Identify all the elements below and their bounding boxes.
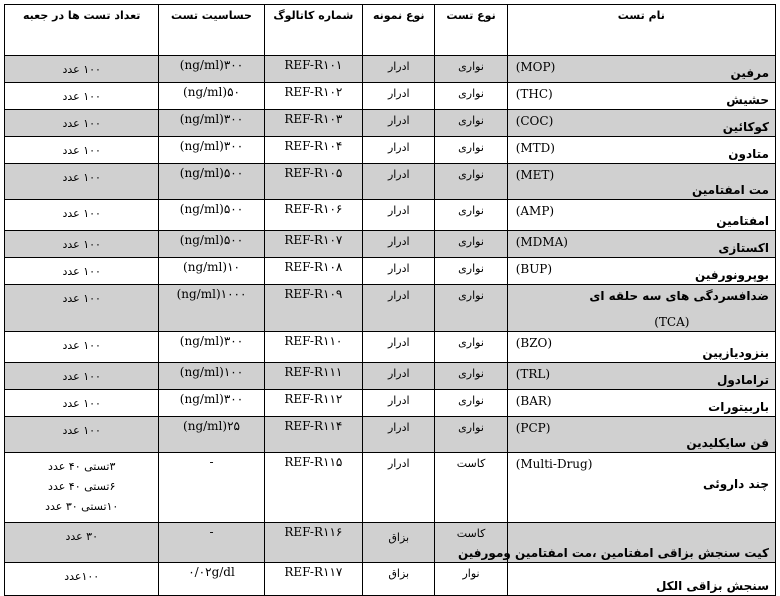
test-type: نوار — [435, 563, 507, 596]
box-count: ۱۰۰ عدد — [5, 258, 159, 285]
sensitivity: ۲۵(ng/ml) — [159, 417, 264, 453]
test-type: نواری — [435, 164, 507, 200]
table-row — [5, 110, 776, 137]
drug-test-table — [4, 4, 776, 596]
test-type: نواری — [435, 285, 507, 332]
test-name: فن سایکلیدین — [686, 436, 769, 450]
table-row — [5, 390, 776, 417]
sensitivity: ۱۰(ng/ml) — [159, 258, 264, 285]
catalog-number: REF-R۱۰۶ — [264, 200, 363, 231]
test-type: نواری — [435, 332, 507, 363]
sample-type: ادرار — [363, 453, 435, 523]
test-type: نواری — [435, 417, 507, 453]
sample-type: ادرار — [363, 417, 435, 453]
box-count: ۱۰۰ عدد — [5, 285, 159, 332]
test-name: ترامادول — [716, 373, 769, 387]
header-sample-type: نوع نمونه — [363, 5, 435, 56]
test-name-cell — [507, 258, 775, 285]
test-name-cell — [507, 390, 775, 417]
header-test-name: نام تست — [507, 5, 775, 56]
box-count: ۳۰ عدد — [5, 523, 159, 563]
header-count: تعداد تست ها در جعبه — [5, 5, 159, 56]
catalog-number: REF-R۱۰۳ — [264, 110, 363, 137]
sample-type: ادرار — [363, 258, 435, 285]
table-row — [5, 200, 776, 231]
test-abbr: (THC) — [515, 87, 553, 101]
test-type: نواری — [435, 110, 507, 137]
test-name-cell — [507, 56, 775, 83]
box-count: ۱۰۰ عدد — [5, 200, 159, 231]
table-row — [5, 83, 776, 110]
table-row — [5, 285, 776, 332]
catalog-number: REF-R۱۱۶ — [264, 523, 363, 563]
catalog-number: REF-R۱۰۲ — [264, 83, 363, 110]
sensitivity: ۵۰(ng/ml) — [159, 83, 264, 110]
test-type: کاست — [435, 453, 507, 523]
test-abbr: (COC) — [515, 114, 554, 128]
sample-type: ادرار — [363, 56, 435, 83]
table-row — [5, 258, 776, 285]
catalog-number: REF-R۱۰۹ — [264, 285, 363, 332]
test-type: نواری — [435, 200, 507, 231]
test-abbr: (TCA) — [654, 315, 690, 329]
test-abbr: (BAR) — [515, 394, 552, 408]
test-name: اکستازی — [718, 241, 769, 255]
catalog-number: REF-R۱۰۱ — [264, 56, 363, 83]
test-type: نواری — [435, 83, 507, 110]
catalog-number: REF-R۱۰۵ — [264, 164, 363, 200]
test-name-cell — [507, 83, 775, 110]
test-name: باربیتورات — [708, 400, 769, 414]
test-name: ضدافسردگی های سه حلقه ای — [589, 289, 769, 303]
sample-type: ادرار — [363, 200, 435, 231]
sensitivity: - — [159, 523, 264, 563]
test-abbr: (TRL) — [515, 367, 551, 381]
sensitivity: - — [159, 453, 264, 523]
sample-type: ادرار — [363, 332, 435, 363]
test-type: نواری — [435, 390, 507, 417]
test-abbr: (MET) — [515, 168, 555, 182]
sample-type: بزاق — [363, 563, 435, 596]
test-type: نواری — [435, 363, 507, 390]
catalog-number: REF-R۱۱۴ — [264, 417, 363, 453]
table-row — [5, 417, 776, 453]
test-name: کوکائین — [722, 120, 769, 134]
sample-type: ادرار — [363, 231, 435, 258]
sensitivity: ۵۰۰(ng/ml) — [159, 164, 264, 200]
box-count — [5, 453, 159, 523]
sensitivity: ۱۰۰۰(ng/ml) — [159, 285, 264, 332]
sensitivity: ۵۰۰(ng/ml) — [159, 200, 264, 231]
box-count: ۱۰۰ عدد — [5, 137, 159, 164]
test-name-cell — [507, 110, 775, 137]
test-name: بنزودیازپین — [702, 346, 769, 360]
header-sensitivity: حساسیت تست — [159, 5, 264, 56]
test-type: نواری — [435, 258, 507, 285]
table-row — [5, 332, 776, 363]
test-abbr: (BUP) — [515, 262, 553, 276]
sample-type: ادرار — [363, 83, 435, 110]
sample-type: ادرار — [363, 363, 435, 390]
table-row — [5, 56, 776, 83]
table-row — [5, 231, 776, 258]
box-count-line: ۶تستی ۴۰ عدد — [48, 480, 116, 493]
test-abbr: (Multi-Drug) — [515, 457, 593, 471]
test-abbr: (MOP) — [515, 60, 556, 74]
table-row — [5, 563, 776, 596]
sample-type: بزاق — [363, 523, 435, 563]
test-name: مرفین — [730, 66, 769, 80]
sensitivity: ۱۰۰(ng/ml) — [159, 363, 264, 390]
test-name-cell — [507, 285, 775, 332]
test-abbr: (MDMA) — [515, 235, 568, 249]
box-count: ۱۰۰ عدد — [5, 417, 159, 453]
box-count: ۱۰۰عدد — [5, 563, 159, 596]
test-name-cell — [507, 363, 775, 390]
test-name: امفتامین — [716, 214, 769, 228]
sample-type: ادرار — [363, 390, 435, 417]
sensitivity: ۳۰۰(ng/ml) — [159, 332, 264, 363]
test-name-cell — [507, 137, 775, 164]
catalog-number: REF-R۱۰۸ — [264, 258, 363, 285]
sample-type: ادرار — [363, 137, 435, 164]
table-row — [5, 363, 776, 390]
table-row — [5, 137, 776, 164]
test-name: بوپرونورفین — [695, 268, 769, 282]
test-name-cell — [507, 453, 775, 523]
test-name: مت امفتامین — [691, 183, 769, 197]
test-name-cell — [507, 332, 775, 363]
test-name: متادون — [728, 147, 769, 161]
box-count-line: ۳تستی ۴۰ عدد — [48, 460, 116, 473]
box-count-line: ۱۰تستی ۳۰ عدد — [45, 500, 119, 513]
sensitivity: ۳۰۰(ng/ml) — [159, 56, 264, 83]
sample-type: ادرار — [363, 164, 435, 200]
test-type: نواری — [435, 56, 507, 83]
test-name-cell — [507, 164, 775, 200]
test-type: نواری — [435, 231, 507, 258]
catalog-number: REF-R۱۰۴ — [264, 137, 363, 164]
catalog-number: REF-R۱۱۱ — [264, 363, 363, 390]
sensitivity: ۵۰۰(ng/ml) — [159, 231, 264, 258]
box-count: ۱۰۰ عدد — [5, 231, 159, 258]
header-catalog: شماره کاتالوگ — [264, 5, 363, 56]
table-row — [5, 523, 776, 563]
catalog-number: REF-R۱۰۷ — [264, 231, 363, 258]
table-row — [5, 164, 776, 200]
sensitivity: ۳۰۰(ng/ml) — [159, 110, 264, 137]
sensitivity: ۳۰۰(ng/ml) — [159, 390, 264, 417]
box-count: ۱۰۰ عدد — [5, 164, 159, 200]
test-name: حشیش — [726, 93, 769, 107]
sensitivity: ۰/۰۲g/dl — [159, 563, 264, 596]
test-abbr: (PCP) — [515, 421, 551, 435]
test-name-cell — [507, 417, 775, 453]
test-type: نواری — [435, 137, 507, 164]
sample-type: ادرار — [363, 285, 435, 332]
box-count: ۱۰۰ عدد — [5, 56, 159, 83]
test-name: سنجش بزاقی الکل — [655, 579, 769, 593]
test-name-cell — [507, 200, 775, 231]
catalog-number: REF-R۱۱۰ — [264, 332, 363, 363]
box-count: ۱۰۰ عدد — [5, 110, 159, 137]
test-name-cell — [507, 231, 775, 258]
header-row — [5, 5, 776, 56]
test-name-cell — [507, 563, 775, 596]
header-test-type: نوع تست — [435, 5, 507, 56]
box-count: ۱۰۰ عدد — [5, 332, 159, 363]
box-count: ۱۰۰ عدد — [5, 363, 159, 390]
test-abbr: (MTD) — [515, 141, 555, 155]
sensitivity: ۳۰۰(ng/ml) — [159, 137, 264, 164]
box-count: ۱۰۰ عدد — [5, 390, 159, 417]
test-name: کیت سنجش بزاقی امفتامین ،مت امفتامین ومورفین — [457, 546, 769, 560]
test-abbr: (AMP) — [515, 204, 555, 218]
catalog-number: REF-R۱۱۲ — [264, 390, 363, 417]
catalog-number: REF-R۱۱۷ — [264, 563, 363, 596]
sample-type: ادرار — [363, 110, 435, 137]
test-type: کاست — [435, 523, 507, 563]
catalog-number: REF-R۱۱۵ — [264, 453, 363, 523]
test-abbr: (BZO) — [515, 336, 553, 350]
table-row — [5, 453, 776, 523]
test-name: چند داروئی — [703, 477, 769, 491]
box-count: ۱۰۰ عدد — [5, 83, 159, 110]
